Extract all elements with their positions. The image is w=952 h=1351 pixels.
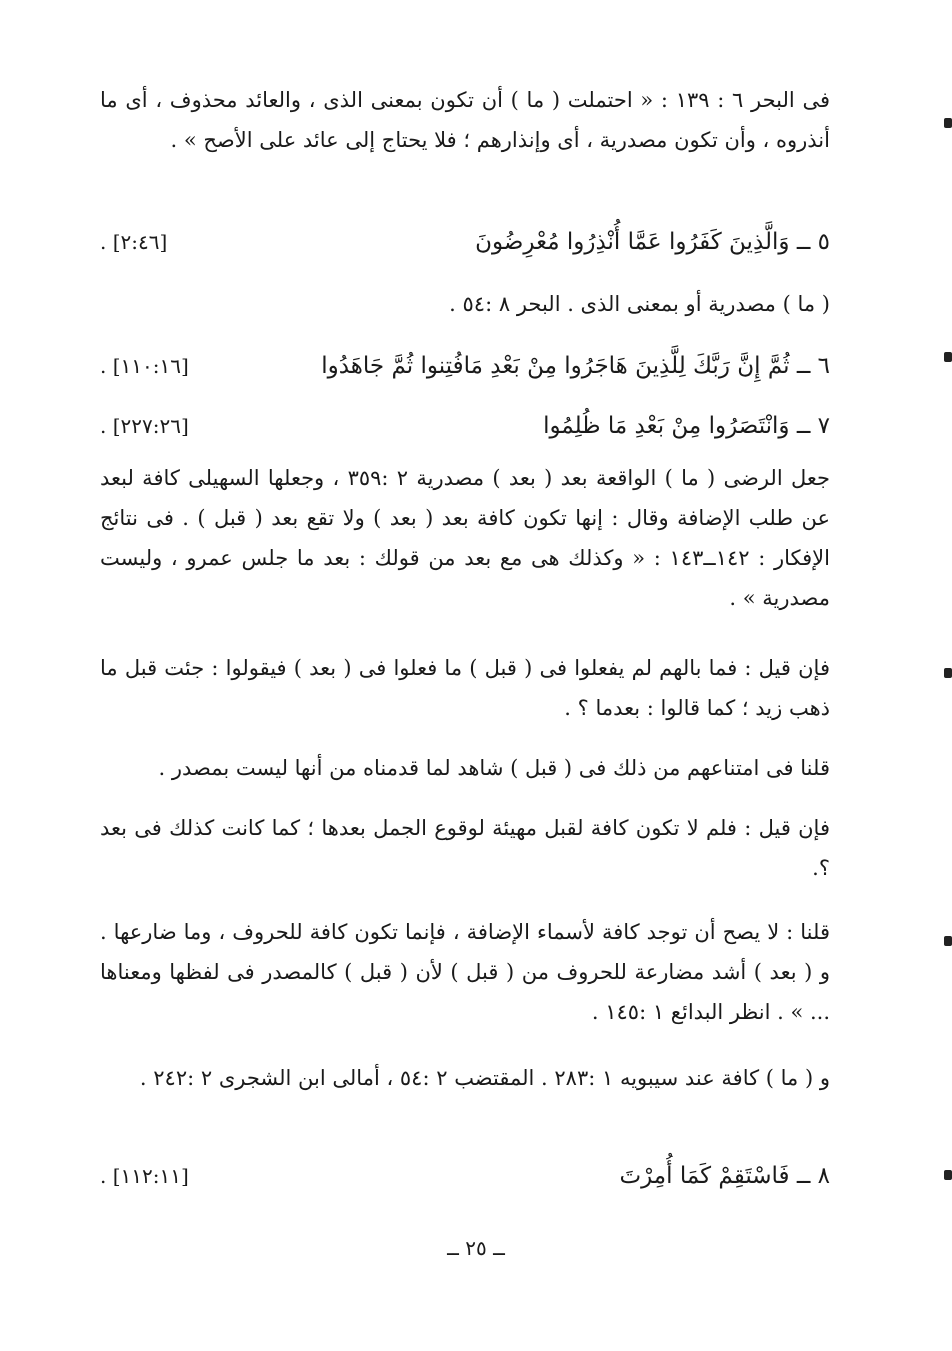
scan-mark bbox=[944, 1170, 952, 1180]
verse-text: ٦ ــ ثُمَّ إِنَّ رَبَّكَ لِلَّذِينَ هَاجَرُوا مِنْ بَعْدِ مَافُتِنوا ثُمَّ جَاهَدُوا bbox=[321, 353, 830, 379]
paragraph-answer-1: قلنا فى امتناعهم من ذلك فى ( قبل ) شاهد لما قدمناه من أنها ليست بمصدر . bbox=[158, 756, 830, 780]
verse-reference: [١١٢:١١] . bbox=[100, 1164, 189, 1188]
paragraph-answer-2: قلنا : لا يصح أن توجد كافة لأسماء الإضافة ، فإنما تكون كافة للحروف ، وما ضارعها . و ( بعد ) أشد مضارعة للحروف من ( قبل ) لأن ( قبل ) كالمصدر فى لفظها ومعناها ... » . انظر البدائع ١ :١٤٥ . bbox=[100, 920, 830, 1024]
verse-reference: [١١٠:١٦] . bbox=[100, 354, 189, 378]
scan-mark bbox=[944, 936, 952, 946]
scan-mark bbox=[944, 118, 952, 128]
verse-reference: [٢٢٧:٢٦] . bbox=[100, 414, 189, 438]
verse-7 bbox=[100, 406, 830, 446]
paragraph-sibawayh: و ( ما ) كافة عند سيبويه ١ :٢٨٣ . المقتضب ٢ :٥٤ ، أمالى ابن الشجرى ٢ :٢٤٢ . bbox=[139, 1066, 830, 1090]
verse-text: ٥ ــ وَالَّذِينَ كَفَرُوا عَمَّا أُنْذِرُوا مُعْرِضُونَ bbox=[475, 229, 830, 255]
verse-text: ٧ ــ وَانْتَصَرُوا مِنْ بَعْدِ مَا ظُلِمُوا bbox=[543, 413, 830, 439]
verse-8 bbox=[100, 1156, 830, 1196]
paragraph-radi-suhayli: جعل الرضى ( ما ) الواقعة بعد ( بعد ) مصدرية ٢ :٣٥٩ ، وجعلها السهيلى كافة لبعد عن طلب الإضافة وقال : إنها تكون كافة بعد ( بعد ) ولا تقع بعد ( قبل ) . فى نتائج الإفكار : ١٤٢ــ١٤٣ : « وكذلك هى مع بعد من قولك : بعد ما جلس عمرو ، وليست مصدرية » . bbox=[100, 466, 830, 610]
verse-text: ٨ ــ فَاسْتَقِمْ كَمَا أُمِرْتَ bbox=[619, 1163, 830, 1189]
verse-6 bbox=[100, 346, 830, 386]
page-number: ــ ٢٥ ــ bbox=[447, 1236, 505, 1260]
paragraph-question-1: فإن قيل : فما بالهم لم يفعلوا فى ( قبل ) ما فعلوا فى ( بعد ) فيقولوا : جئت قبل ما ذهب زيد ؛ كما قالوا : بعدما ؟ . bbox=[100, 656, 830, 720]
scan-mark bbox=[944, 352, 952, 362]
paragraph-bahr-note: فى البحر ٦ : ١٣٩ : « احتملت ( ما ) أن تكون بمعنى الذى ، والعائد محذوف ، أى ما أنذروه ، وأن تكون مصدرية ، أى وإنذارهم ؛ فلا يحتاج إلى عائد على الأصح » . bbox=[100, 88, 830, 152]
verse-5 bbox=[100, 222, 830, 262]
scan-mark bbox=[944, 668, 952, 678]
paragraph-question-2: فإن قيل : فلم لا تكون كافة لقبل مهيئة لوقوع الجمل بعدها ؛ كما كانت كذلك فى بعد ؟. bbox=[100, 816, 830, 880]
verse-reference: [٢:٤٦] . bbox=[100, 230, 168, 254]
paragraph-ma-masdariya: ( ما ) مصدرية أو بمعنى الذى . البحر ٨ :٥٤ . bbox=[449, 292, 830, 316]
